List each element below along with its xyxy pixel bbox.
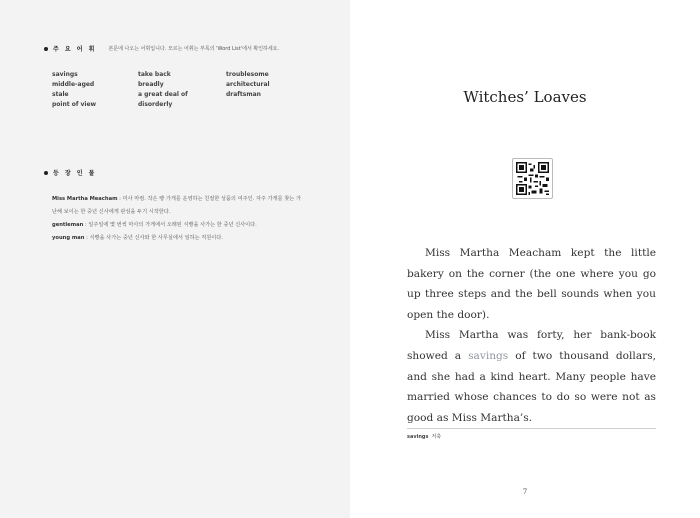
vocabulary-list	[52, 71, 322, 108]
footnote-meaning: 저축	[431, 434, 442, 440]
character-description: 식빵을 사가는 중년 신사와 한 사무실에서 일하는 직원이다.	[89, 235, 223, 241]
character-list	[52, 193, 302, 245]
footnote	[407, 433, 441, 440]
vocab-item: savings	[52, 71, 78, 78]
character-description: 일주일에 몇 번씩 마사의 가게에서 오래된 식빵을 사가는 한 중년 신사이다.	[88, 222, 257, 228]
right-page	[350, 0, 700, 518]
vocab-item: draftsman	[226, 91, 261, 98]
vocab-item: troublesome	[226, 71, 269, 78]
story-text: Miss Martha was forty, her bank-book showed a	[407, 329, 656, 362]
highlighted-vocab-word: savings	[468, 349, 509, 362]
vocab-item: disorderly	[138, 101, 173, 108]
page-number: 7	[522, 488, 528, 496]
character-name: young man	[52, 235, 85, 241]
story-title: Witches’ Loaves	[463, 88, 587, 106]
vocab-item: breadly	[138, 81, 164, 88]
vocabulary-note: 본문에 나오는 어휘입니다. 모르는 어휘는 부록의 'Word List'에서 확인하세요.	[108, 46, 280, 52]
character-entry: young man : 식빵을 사가는 중년 신사와 한 사무실에서 일하는 직원이다.	[52, 235, 223, 241]
bullet-icon	[44, 171, 48, 175]
character-description: 미사 마컴. 작은 빵 가게를 운영하는 친절한 성품의 여주인. 자주 가게를 찾는 가난해 보이는 한 중년 신사에게 관심을 두기 시작한다.	[52, 196, 301, 215]
qr-code-icon	[516, 162, 549, 195]
vocabulary-title: 주 요 어 휘	[53, 46, 97, 53]
qr-code[interactable]	[512, 158, 553, 199]
vocab-item: a great deal of	[138, 91, 188, 98]
vocab-item: stale	[52, 91, 69, 98]
story-paragraph	[407, 325, 656, 428]
vocabulary-header	[44, 44, 279, 53]
footnote-divider	[407, 428, 656, 429]
characters-title: 등 장 인 물	[53, 170, 97, 177]
vocab-item: point of view	[52, 101, 97, 108]
story-text: of two thousand dollars, and she had a kind heart. Many people have married whose chances to do so were not as good as Miss Martha’s.	[407, 349, 656, 424]
vocab-item: take back	[138, 71, 171, 78]
characters-header	[44, 168, 96, 177]
vocab-item: middle-aged	[52, 81, 95, 88]
bullet-icon	[44, 47, 48, 51]
story-body	[407, 243, 656, 428]
character-name: Miss Martha Meacham	[52, 196, 118, 202]
vocab-item: architectural	[226, 81, 270, 88]
footnote-term: savings	[407, 434, 429, 440]
character-entry: Miss Martha Meacham : 미사 마컴. 작은 빵 가게를 운영하는 친절한 성품의 여주인. 자주 가게를 찾는 가난해 보이는 한 중년 신사에게 관심을 두기 시작한다.	[52, 196, 301, 215]
character-entry: gentleman : 일주일에 몇 번씩 마사의 가게에서 오래된 식빵을 사가는 한 중년 신사이다.	[52, 222, 257, 228]
character-name: gentleman	[52, 222, 84, 228]
story-paragraph: Miss Martha Meacham kept the little bakery on the corner (the one where you go up three steps and the bell sounds when you open the door).	[407, 247, 656, 321]
